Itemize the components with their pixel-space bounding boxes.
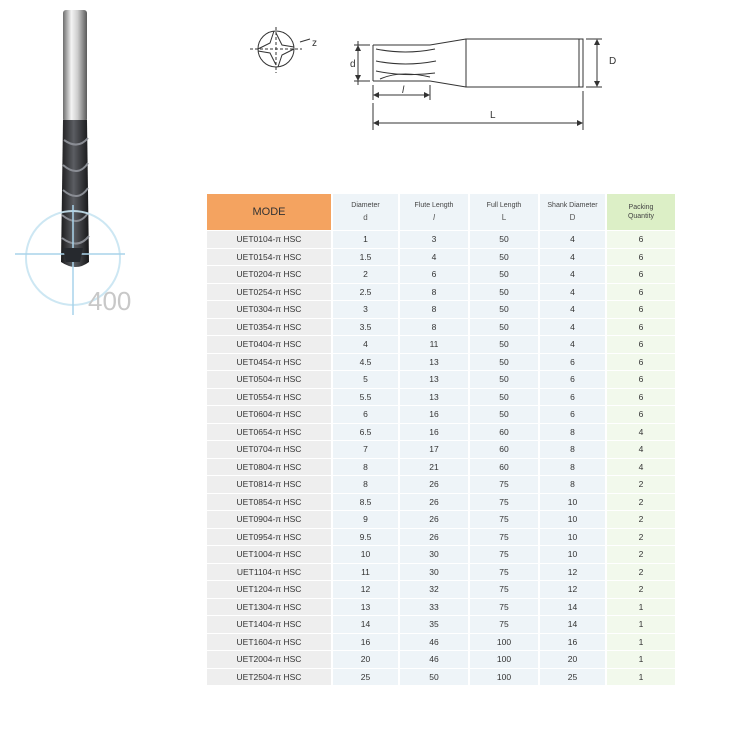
spec-table <box>205 193 677 686</box>
cell-d: 9.5 <box>333 529 398 546</box>
table-row <box>207 669 675 686</box>
table-header-row <box>207 194 675 230</box>
side-view-drawing <box>354 39 602 130</box>
cell-l-full: 100 <box>470 669 538 686</box>
cell-l: 32 <box>400 581 468 598</box>
table-row <box>207 651 675 668</box>
cell-qty: 4 <box>607 441 675 458</box>
table-row <box>207 319 675 336</box>
cell-model: UET1404-π HSC <box>207 616 331 633</box>
header-full-label: Full Length <box>486 202 522 209</box>
cell-d: 8 <box>333 459 398 476</box>
cell-l-full: 50 <box>470 354 538 371</box>
cell-qty: 1 <box>607 651 675 668</box>
cell-model: UET0804-π HSC <box>207 459 331 476</box>
cell-qty: 1 <box>607 616 675 633</box>
cell-l-full: 50 <box>470 319 538 336</box>
cell-model: UET1604-π HSC <box>207 634 331 651</box>
table-row <box>207 336 675 353</box>
cell-qty: 6 <box>607 284 675 301</box>
header-shank-label: Shank Diameter <box>547 202 598 209</box>
cell-l: 30 <box>400 564 468 581</box>
label-l: l <box>402 85 405 96</box>
cell-l: 26 <box>400 529 468 546</box>
cell-l: 13 <box>400 371 468 388</box>
cell-qty: 4 <box>607 424 675 441</box>
cell-l: 26 <box>400 476 468 493</box>
cell-d: 8 <box>333 476 398 493</box>
overlay-number: 400 <box>88 286 132 316</box>
header-packing-label: Packing <box>628 204 654 211</box>
table-row <box>207 406 675 423</box>
cell-model: UET0304-π HSC <box>207 301 331 318</box>
cell-model: UET0554-π HSC <box>207 389 331 406</box>
cell-d: 9 <box>333 511 398 528</box>
cell-l-full: 50 <box>470 249 538 266</box>
cell-l: 26 <box>400 494 468 511</box>
table-row <box>207 511 675 528</box>
cell-l-full: 50 <box>470 266 538 283</box>
technical-drawing <box>230 25 630 145</box>
cell-model: UET0404-π HSC <box>207 336 331 353</box>
cell-d-shank: 4 <box>540 266 605 283</box>
cell-d-shank: 20 <box>540 651 605 668</box>
table-row <box>207 266 675 283</box>
cell-d-shank: 8 <box>540 459 605 476</box>
cell-d-shank: 12 <box>540 581 605 598</box>
cell-model: UET0904-π HSC <box>207 511 331 528</box>
cell-d-shank: 4 <box>540 301 605 318</box>
table-row <box>207 564 675 581</box>
table-row <box>207 581 675 598</box>
cell-model: UET0254-π HSC <box>207 284 331 301</box>
cell-l: 13 <box>400 354 468 371</box>
cell-l-full: 75 <box>470 599 538 616</box>
table-row <box>207 354 675 371</box>
cell-d-shank: 6 <box>540 406 605 423</box>
header-diameter-label: Diameter <box>351 202 380 209</box>
cell-l: 3 <box>400 231 468 248</box>
cell-l: 8 <box>400 319 468 336</box>
header-shank-symbol: D <box>569 213 576 222</box>
shank-shape <box>63 10 87 122</box>
cell-d-shank: 6 <box>540 354 605 371</box>
cell-l: 4 <box>400 249 468 266</box>
header-full-symbol: L <box>501 213 507 222</box>
header-packing-quantity <box>607 194 675 230</box>
cell-l-full: 60 <box>470 441 538 458</box>
table-body <box>207 231 675 685</box>
cell-d: 4 <box>333 336 398 353</box>
cell-d-shank: 4 <box>540 249 605 266</box>
cell-d: 6.5 <box>333 424 398 441</box>
cell-l-full: 100 <box>470 634 538 651</box>
cell-l: 11 <box>400 336 468 353</box>
cell-d-shank: 10 <box>540 546 605 563</box>
table-row <box>207 546 675 563</box>
cell-l-full: 50 <box>470 284 538 301</box>
cell-d-shank: 14 <box>540 616 605 633</box>
cell-l-full: 75 <box>470 511 538 528</box>
cell-d: 20 <box>333 651 398 668</box>
cell-qty: 6 <box>607 389 675 406</box>
cell-d-shank: 10 <box>540 511 605 528</box>
cell-d: 14 <box>333 616 398 633</box>
table-row <box>207 529 675 546</box>
label-d: d <box>350 59 356 70</box>
cell-l-full: 75 <box>470 476 538 493</box>
table-row <box>207 284 675 301</box>
cell-d-shank: 8 <box>540 441 605 458</box>
header-full-length <box>470 194 538 230</box>
cell-model: UET0504-π HSC <box>207 371 331 388</box>
header-diameter <box>333 194 398 230</box>
cell-qty: 2 <box>607 581 675 598</box>
header-flute-length <box>400 194 468 230</box>
cell-l: 6 <box>400 266 468 283</box>
cell-d-shank: 8 <box>540 424 605 441</box>
table-row <box>207 301 675 318</box>
header-diameter-symbol: d <box>363 213 368 222</box>
cell-d-shank: 14 <box>540 599 605 616</box>
cell-l-full: 60 <box>470 459 538 476</box>
cell-model: UET2504-π HSC <box>207 669 331 686</box>
cell-l: 17 <box>400 441 468 458</box>
header-flute-symbol: l <box>433 213 435 222</box>
cell-qty: 1 <box>607 634 675 651</box>
cell-model: UET1204-π HSC <box>207 581 331 598</box>
cell-l: 16 <box>400 424 468 441</box>
cell-l: 8 <box>400 301 468 318</box>
cell-d: 4.5 <box>333 354 398 371</box>
cell-model: UET0604-π HSC <box>207 406 331 423</box>
cell-d: 2.5 <box>333 284 398 301</box>
table-row <box>207 476 675 493</box>
cell-l-full: 60 <box>470 424 538 441</box>
cell-qty: 6 <box>607 231 675 248</box>
cell-d-shank: 6 <box>540 389 605 406</box>
table-row <box>207 616 675 633</box>
cell-d: 1.5 <box>333 249 398 266</box>
cell-l: 30 <box>400 546 468 563</box>
cell-qty: 4 <box>607 459 675 476</box>
cell-d-shank: 4 <box>540 231 605 248</box>
cell-qty: 6 <box>607 354 675 371</box>
cell-qty: 6 <box>607 406 675 423</box>
cell-d-shank: 8 <box>540 476 605 493</box>
cell-l: 26 <box>400 511 468 528</box>
cell-qty: 2 <box>607 529 675 546</box>
label-z: z <box>312 38 317 49</box>
cell-d: 7 <box>333 441 398 458</box>
cell-l-full: 75 <box>470 581 538 598</box>
cell-d: 5.5 <box>333 389 398 406</box>
cell-l: 35 <box>400 616 468 633</box>
cell-l: 8 <box>400 284 468 301</box>
table-row <box>207 249 675 266</box>
cell-l-full: 100 <box>470 651 538 668</box>
cell-l-full: 50 <box>470 336 538 353</box>
table-row <box>207 441 675 458</box>
cell-qty: 2 <box>607 511 675 528</box>
cell-d-shank: 4 <box>540 336 605 353</box>
cell-l-full: 75 <box>470 564 538 581</box>
cell-model: UET0204-π HSC <box>207 266 331 283</box>
cell-l: 46 <box>400 651 468 668</box>
cell-d: 3.5 <box>333 319 398 336</box>
cell-model: UET0154-π HSC <box>207 249 331 266</box>
cell-d-shank: 16 <box>540 634 605 651</box>
label-L: L <box>490 110 496 121</box>
cell-model: UET0654-π HSC <box>207 424 331 441</box>
header-mode: MODE <box>207 194 331 230</box>
header-flute-label: Flute Length <box>414 202 454 209</box>
cell-d: 12 <box>333 581 398 598</box>
cell-qty: 6 <box>607 371 675 388</box>
cell-d: 25 <box>333 669 398 686</box>
cell-l-full: 50 <box>470 406 538 423</box>
cell-d-shank: 10 <box>540 529 605 546</box>
cell-qty: 2 <box>607 494 675 511</box>
cell-d: 1 <box>333 231 398 248</box>
cell-qty: 6 <box>607 336 675 353</box>
cell-model: UET0854-π HSC <box>207 494 331 511</box>
table-row <box>207 424 675 441</box>
cell-d: 3 <box>333 301 398 318</box>
table-row <box>207 459 675 476</box>
cell-d-shank: 6 <box>540 371 605 388</box>
cell-d: 16 <box>333 634 398 651</box>
cell-d: 10 <box>333 546 398 563</box>
cell-d-shank: 4 <box>540 319 605 336</box>
cell-l-full: 75 <box>470 616 538 633</box>
cell-d: 2 <box>333 266 398 283</box>
cell-model: UET0704-π HSC <box>207 441 331 458</box>
table-row <box>207 599 675 616</box>
cell-model: UET2004-π HSC <box>207 651 331 668</box>
cell-l: 46 <box>400 634 468 651</box>
cell-qty: 2 <box>607 476 675 493</box>
cell-qty: 6 <box>607 319 675 336</box>
cell-qty: 1 <box>607 599 675 616</box>
cell-model: UET0814-π HSC <box>207 476 331 493</box>
cell-model: UET0454-π HSC <box>207 354 331 371</box>
cell-l-full: 75 <box>470 529 538 546</box>
cell-model: UET1304-π HSC <box>207 599 331 616</box>
table-row <box>207 389 675 406</box>
cell-d: 6 <box>333 406 398 423</box>
cell-d: 5 <box>333 371 398 388</box>
cell-model: UET0104-π HSC <box>207 231 331 248</box>
cell-d-shank: 4 <box>540 284 605 301</box>
cell-qty: 6 <box>607 249 675 266</box>
cell-l: 33 <box>400 599 468 616</box>
cell-l-full: 50 <box>470 231 538 248</box>
cell-d: 13 <box>333 599 398 616</box>
cell-model: UET0954-π HSC <box>207 529 331 546</box>
table-row <box>207 231 675 248</box>
cell-l-full: 50 <box>470 301 538 318</box>
cell-l: 13 <box>400 389 468 406</box>
cell-qty: 2 <box>607 564 675 581</box>
cell-l: 21 <box>400 459 468 476</box>
cell-model: UET0354-π HSC <box>207 319 331 336</box>
cell-l: 50 <box>400 669 468 686</box>
cell-qty: 2 <box>607 546 675 563</box>
cell-d-shank: 10 <box>540 494 605 511</box>
cell-l-full: 50 <box>470 371 538 388</box>
table-row <box>207 371 675 388</box>
end-view-drawing <box>250 27 310 73</box>
cell-d-shank: 25 <box>540 669 605 686</box>
cell-qty: 6 <box>607 266 675 283</box>
cell-d: 11 <box>333 564 398 581</box>
header-shank-diameter <box>540 194 605 230</box>
cell-qty: 6 <box>607 301 675 318</box>
cell-qty: 1 <box>607 669 675 686</box>
label-D: D <box>609 56 617 67</box>
cell-l-full: 50 <box>470 389 538 406</box>
cell-model: UET1004-π HSC <box>207 546 331 563</box>
cell-l-full: 75 <box>470 494 538 511</box>
cell-d-shank: 12 <box>540 564 605 581</box>
table-row <box>207 634 675 651</box>
cell-l-full: 75 <box>470 546 538 563</box>
header-quantity-label: Quantity <box>627 213 655 220</box>
cell-model: UET1104-π HSC <box>207 564 331 581</box>
cell-l: 16 <box>400 406 468 423</box>
cell-d: 8.5 <box>333 494 398 511</box>
table-row <box>207 494 675 511</box>
